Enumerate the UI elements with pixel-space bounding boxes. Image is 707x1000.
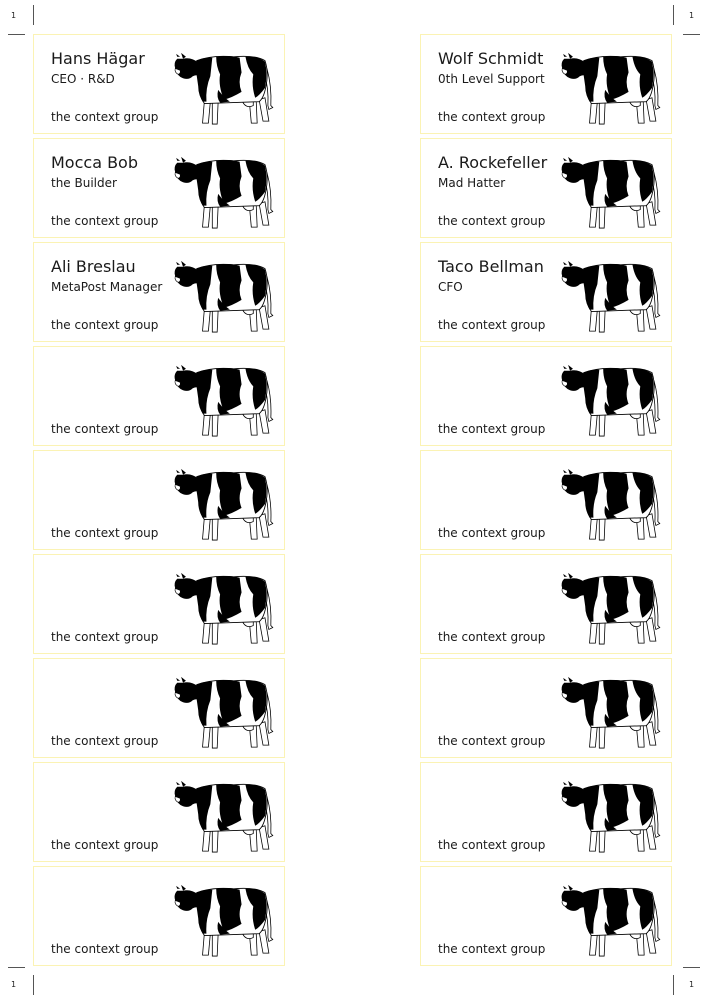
- card-company: the context group: [438, 214, 546, 228]
- crop-mark: [683, 34, 700, 35]
- business-card: [420, 138, 672, 238]
- card-name: Hans Hägar: [51, 49, 145, 68]
- card-role: CFO: [438, 280, 463, 294]
- card-company: the context group: [51, 422, 159, 436]
- cow-icon: [557, 463, 665, 543]
- business-card: [420, 554, 672, 654]
- page-number-bottom-right: 1: [689, 980, 695, 989]
- business-card: [33, 866, 285, 966]
- card-company: the context group: [51, 110, 159, 124]
- business-card: [420, 762, 672, 862]
- card-company: the context group: [438, 630, 546, 644]
- card-company: the context group: [438, 838, 546, 852]
- business-card: [33, 450, 285, 550]
- business-card: [33, 34, 285, 134]
- business-card: [33, 658, 285, 758]
- business-card: [33, 138, 285, 238]
- card-name: Wolf Schmidt: [438, 49, 544, 68]
- business-card: [420, 658, 672, 758]
- cow-icon: [170, 359, 278, 439]
- cow-icon: [557, 359, 665, 439]
- cow-icon: [170, 567, 278, 647]
- cow-icon: [170, 775, 278, 855]
- card-role: 0th Level Support: [438, 72, 545, 86]
- card-company: the context group: [438, 526, 546, 540]
- cow-icon: [557, 671, 665, 751]
- cow-icon: [557, 879, 665, 959]
- business-card: [33, 762, 285, 862]
- card-company: the context group: [438, 942, 546, 956]
- crop-mark: [33, 5, 34, 25]
- cow-icon: [557, 151, 665, 231]
- card-company: the context group: [51, 214, 159, 228]
- card-company: the context group: [51, 318, 159, 332]
- card-company: the context group: [438, 422, 546, 436]
- page-number-top-right: 1: [689, 11, 695, 20]
- cow-icon: [170, 463, 278, 543]
- card-company: the context group: [438, 734, 546, 748]
- business-card: [33, 554, 285, 654]
- card-role: the Builder: [51, 176, 117, 190]
- cow-icon: [170, 47, 278, 127]
- cow-icon: [170, 671, 278, 751]
- crop-mark: [33, 975, 34, 995]
- cow-icon: [557, 47, 665, 127]
- business-card: [420, 34, 672, 134]
- business-card: [33, 346, 285, 446]
- cow-icon: [170, 151, 278, 231]
- crop-mark: [673, 5, 674, 25]
- business-card: [420, 242, 672, 342]
- crop-mark: [683, 967, 700, 968]
- business-card: [420, 866, 672, 966]
- cow-icon: [557, 775, 665, 855]
- business-card: [420, 450, 672, 550]
- card-company: the context group: [438, 110, 546, 124]
- page-number-bottom-left: 1: [11, 980, 17, 989]
- card-name: A. Rockefeller: [438, 153, 548, 172]
- cow-icon: [170, 879, 278, 959]
- card-company: the context group: [51, 630, 159, 644]
- business-card: [420, 346, 672, 446]
- cow-icon: [557, 255, 665, 335]
- card-company: the context group: [51, 838, 159, 852]
- cow-icon: [170, 255, 278, 335]
- card-company: the context group: [51, 942, 159, 956]
- card-company: the context group: [438, 318, 546, 332]
- card-name: Taco Bellman: [438, 257, 544, 276]
- card-name: Ali Breslau: [51, 257, 136, 276]
- card-role: CEO · R&D: [51, 72, 115, 86]
- page-number-top-left: 1: [11, 11, 17, 20]
- card-name: Mocca Bob: [51, 153, 138, 172]
- business-card: [33, 242, 285, 342]
- card-company: the context group: [51, 526, 159, 540]
- card-company: the context group: [51, 734, 159, 748]
- card-role: Mad Hatter: [438, 176, 506, 190]
- card-role: MetaPost Manager: [51, 280, 163, 294]
- crop-mark: [8, 967, 25, 968]
- crop-mark: [8, 34, 25, 35]
- crop-mark: [673, 975, 674, 995]
- cow-icon: [557, 567, 665, 647]
